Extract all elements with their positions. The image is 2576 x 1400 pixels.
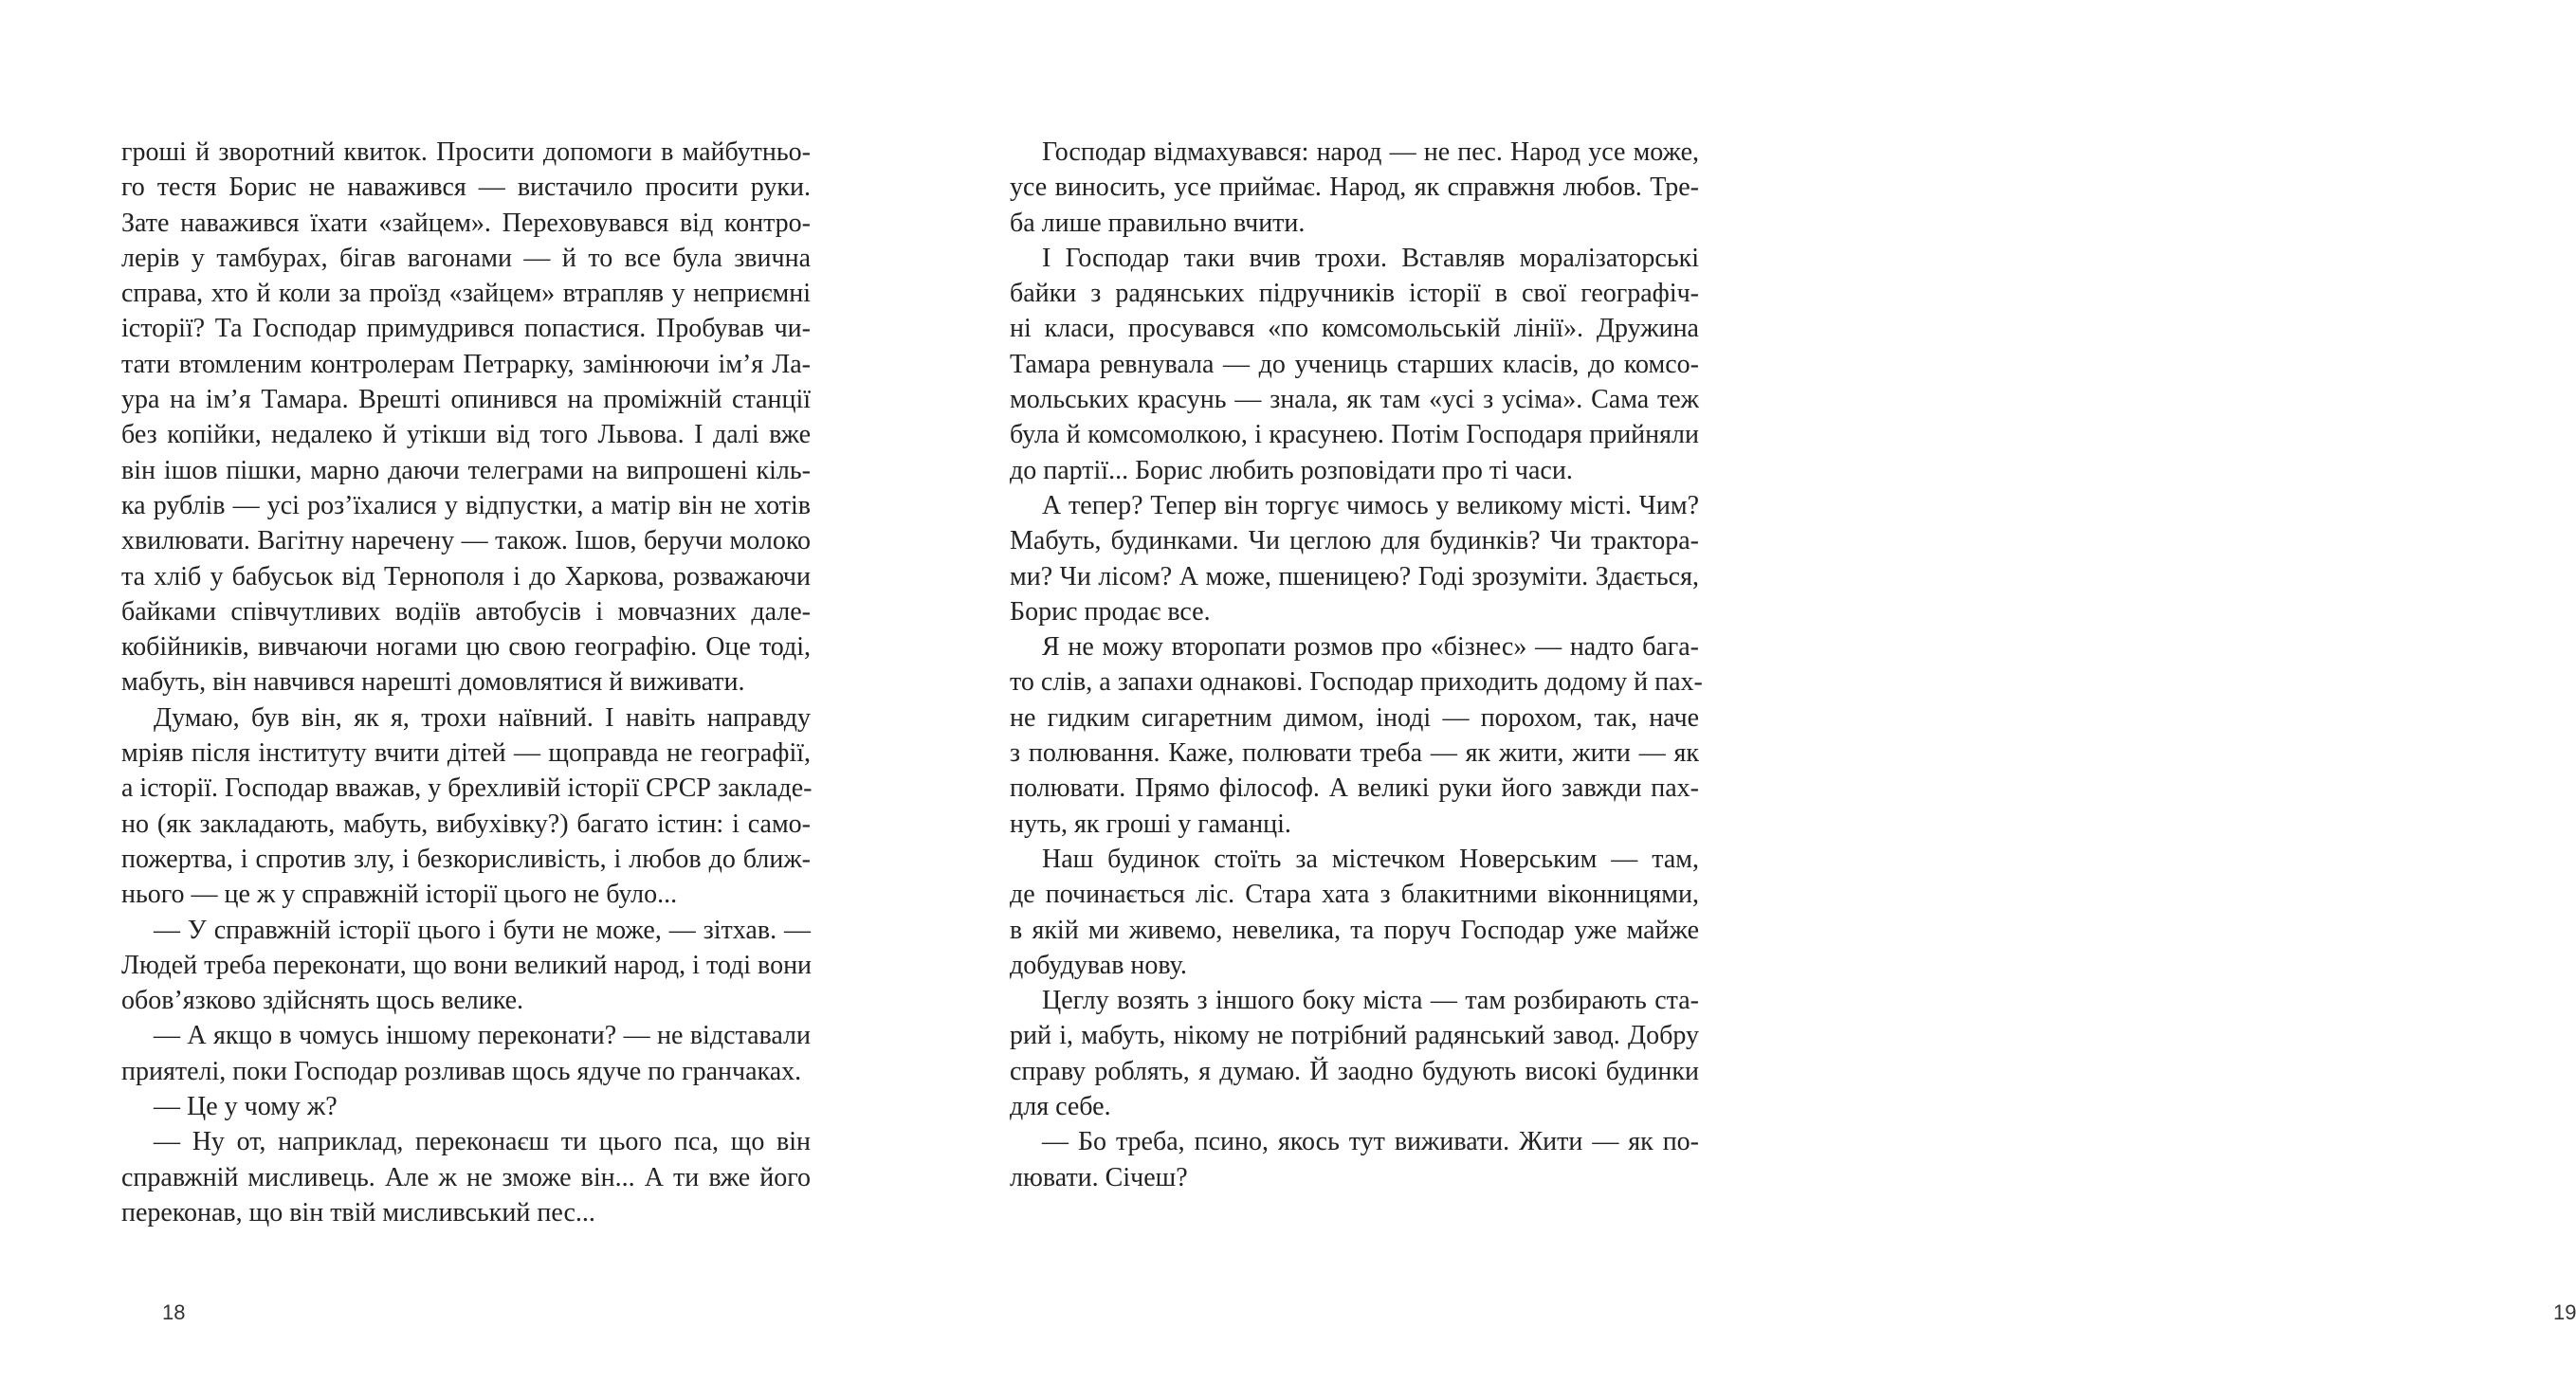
text-line: та хліб у бабусьок від Тернополя і до Харкова, розважаючи (121, 561, 811, 591)
text-line: він ішов пішки, марно даючи телеграми на випрошені кіль- (121, 455, 811, 485)
text-line: лювати. Січеш? (1010, 1162, 1188, 1192)
text-line: Мабуть, будинками. Чи цеглою для будинків? Чи трактора- (1010, 526, 1699, 556)
text-line: Наш будинок стоїть за містечком Новерським — там, (1042, 844, 1699, 874)
text-line: усе виносить, усе приймає. Народ, як справжня любов. Тре- (1010, 173, 1699, 203)
text-line: справа, хто й коли за проїзд «зайцем» втрапляв у неприємні (121, 279, 811, 309)
text-line: приятелі, поки Господар розливав щось ядуче по гранчаках. (121, 1056, 802, 1086)
text-line: тати втомленим контролерам Петрарку, замінюючи ім’я Ла- (121, 349, 811, 379)
text-line: Борис продає все. (1010, 596, 1211, 627)
text-line: нуть, як гроші у гаманці. (1010, 809, 1291, 839)
text-line: а історії. Господар вважав, у брехливій історії СРСР закладе- (121, 773, 813, 804)
text-line: гроші й зворотний квиток. Просити допомоги в майбутньо- (121, 137, 811, 167)
text-line: історії? Та Господар примудрився попастися. Пробував чи- (121, 314, 811, 344)
text-line: І Господар таки вчив трохи. Вставляв моралізаторські (1042, 243, 1699, 273)
text-line: Думаю, був він, як я, трохи наївний. І навіть направду (154, 702, 811, 733)
text-line: рий і, мабуть, нікому не потрібний радянський завод. Добру (1010, 1021, 1699, 1051)
text-line: де починається ліс. Стара хата з блакитними віконницями, (1010, 880, 1699, 910)
text-line: но (як закладають, мабуть, вибухівку?) багато істин: і само- (121, 809, 811, 839)
text-line: мабуть, він навчився нарешті домовлятися й виживати. (121, 667, 745, 698)
text-line: в якій ми живемо, невелика, та поруч Господар уже майже (1010, 915, 1699, 945)
text-line: А тепер? Тепер він торгує чимось у великому місті. Чим? (1042, 490, 1699, 520)
text-line: байки з радянських підручників історії в свої географіч- (1010, 279, 1699, 309)
text-line: хвилювати. Вагітну наречену — також. Ішов, беручи молоко (121, 526, 811, 556)
text-line: байками співчутливих водіїв автобусів і мовчазних дале- (121, 596, 811, 627)
text-line: добудував нову. (1010, 950, 1187, 980)
text-line: ні класи, просувався «по комсомольській лінії». Дружина (1010, 314, 1699, 344)
text-line: лерів у тамбурах, бігав вагонами — й то все була звична (121, 243, 811, 273)
text-line: нього — це ж у справжній історії цього не було... (121, 880, 678, 910)
text-line: не гидким сигаретним димом, іноді — порохом, так, наче (1010, 702, 1699, 733)
text-line: ура на ім’я Тамара. Врешті опинився на проміжній станції (121, 385, 811, 415)
right-page-number: 19 (2553, 1300, 2576, 1324)
text-line: пожертва, і спротив злу, і безкорисливість, і любов до ближ- (121, 844, 811, 874)
text-line: переконав, що він твій мисливський пес... (121, 1197, 595, 1227)
text-line: ка рублів — усі роз’їхалися у відпустки, а матір він не хотів (121, 490, 811, 520)
text-line: з полювання. Каже, полювати треба — як жити, жити — як (1010, 738, 1699, 769)
text-line: полювати. Прямо філософ. А великі руки його завжди пах- (1010, 773, 1699, 804)
right-page (910, 0, 2576, 1400)
text-line: справжній мисливець. Але ж не зможе він... А ти вже його (121, 1162, 811, 1192)
text-line: — У справжній історії цього і бути не може, — зітхав. — (154, 915, 811, 945)
text-line: — А якщо в чомусь іншому переконати? — не відставали (154, 1021, 811, 1051)
text-line: — Ну от, наприклад, переконаєш ти цього пса, що він (154, 1127, 811, 1157)
text-line: ми? Чи лісом? А може, пшеницею? Годі зрозуміти. Здається, (1010, 561, 1699, 591)
text-line: го тестя Борис не наважився — вистачило просити руки. (121, 173, 811, 203)
text-line: обов’язково здійснять щось велике. (121, 986, 524, 1016)
text-line: Я не можу второпати розмов про «бізнес» — надто бага- (1042, 632, 1699, 663)
text-line: Цеглу возять з іншого боку міста — там розбирають ста- (1042, 986, 1699, 1016)
text-line: справу роблять, я думаю. Й заодно будують високі будинки (1010, 1056, 1699, 1086)
text-line: кобійників, вивчаючи ногами цю свою географію. Оце тоді, (121, 632, 811, 663)
text-line: Господар відмахувався: народ — не пес. Народ усе може, (1042, 137, 1699, 167)
text-line: для себе. (1010, 1092, 1111, 1122)
left-page-number: 18 (162, 1300, 186, 1324)
text-line: то слів, а запахи однакові. Господар приходить додому й пах- (1010, 667, 1703, 698)
text-line: Зате наважився їхати «зайцем». Переховувався від контро- (121, 208, 811, 238)
text-line: — Це у чому ж? (154, 1092, 338, 1122)
text-line: — Бо треба, псино, якось тут виживати. Жити — як по- (1042, 1127, 1699, 1157)
text-line: була й комсомолкою, і красунею. Потім Господаря прийняли (1010, 420, 1699, 450)
text-line: мольських красунь — знала, як там «усі з усіма». Сама теж (1010, 385, 1699, 415)
text-line: до партії... Борис любить розповідати про ті часи. (1010, 455, 1573, 485)
text-line: Тамара ревнувала — до учениць старших класів, до комсо- (1010, 349, 1699, 379)
left-page-body (121, 135, 811, 1230)
text-line: ба лише правильно вчити. (1010, 208, 1306, 238)
text-line: Людей треба переконати, що вони великий народ, і тоді вони (121, 950, 813, 980)
text-line: без копійки, недалеко й утікши від того Львова. І далі вже (121, 420, 811, 450)
text-line: мріяв після інституту вчити дітей — щоправда не географії, (121, 738, 811, 769)
left-page (0, 0, 910, 1400)
